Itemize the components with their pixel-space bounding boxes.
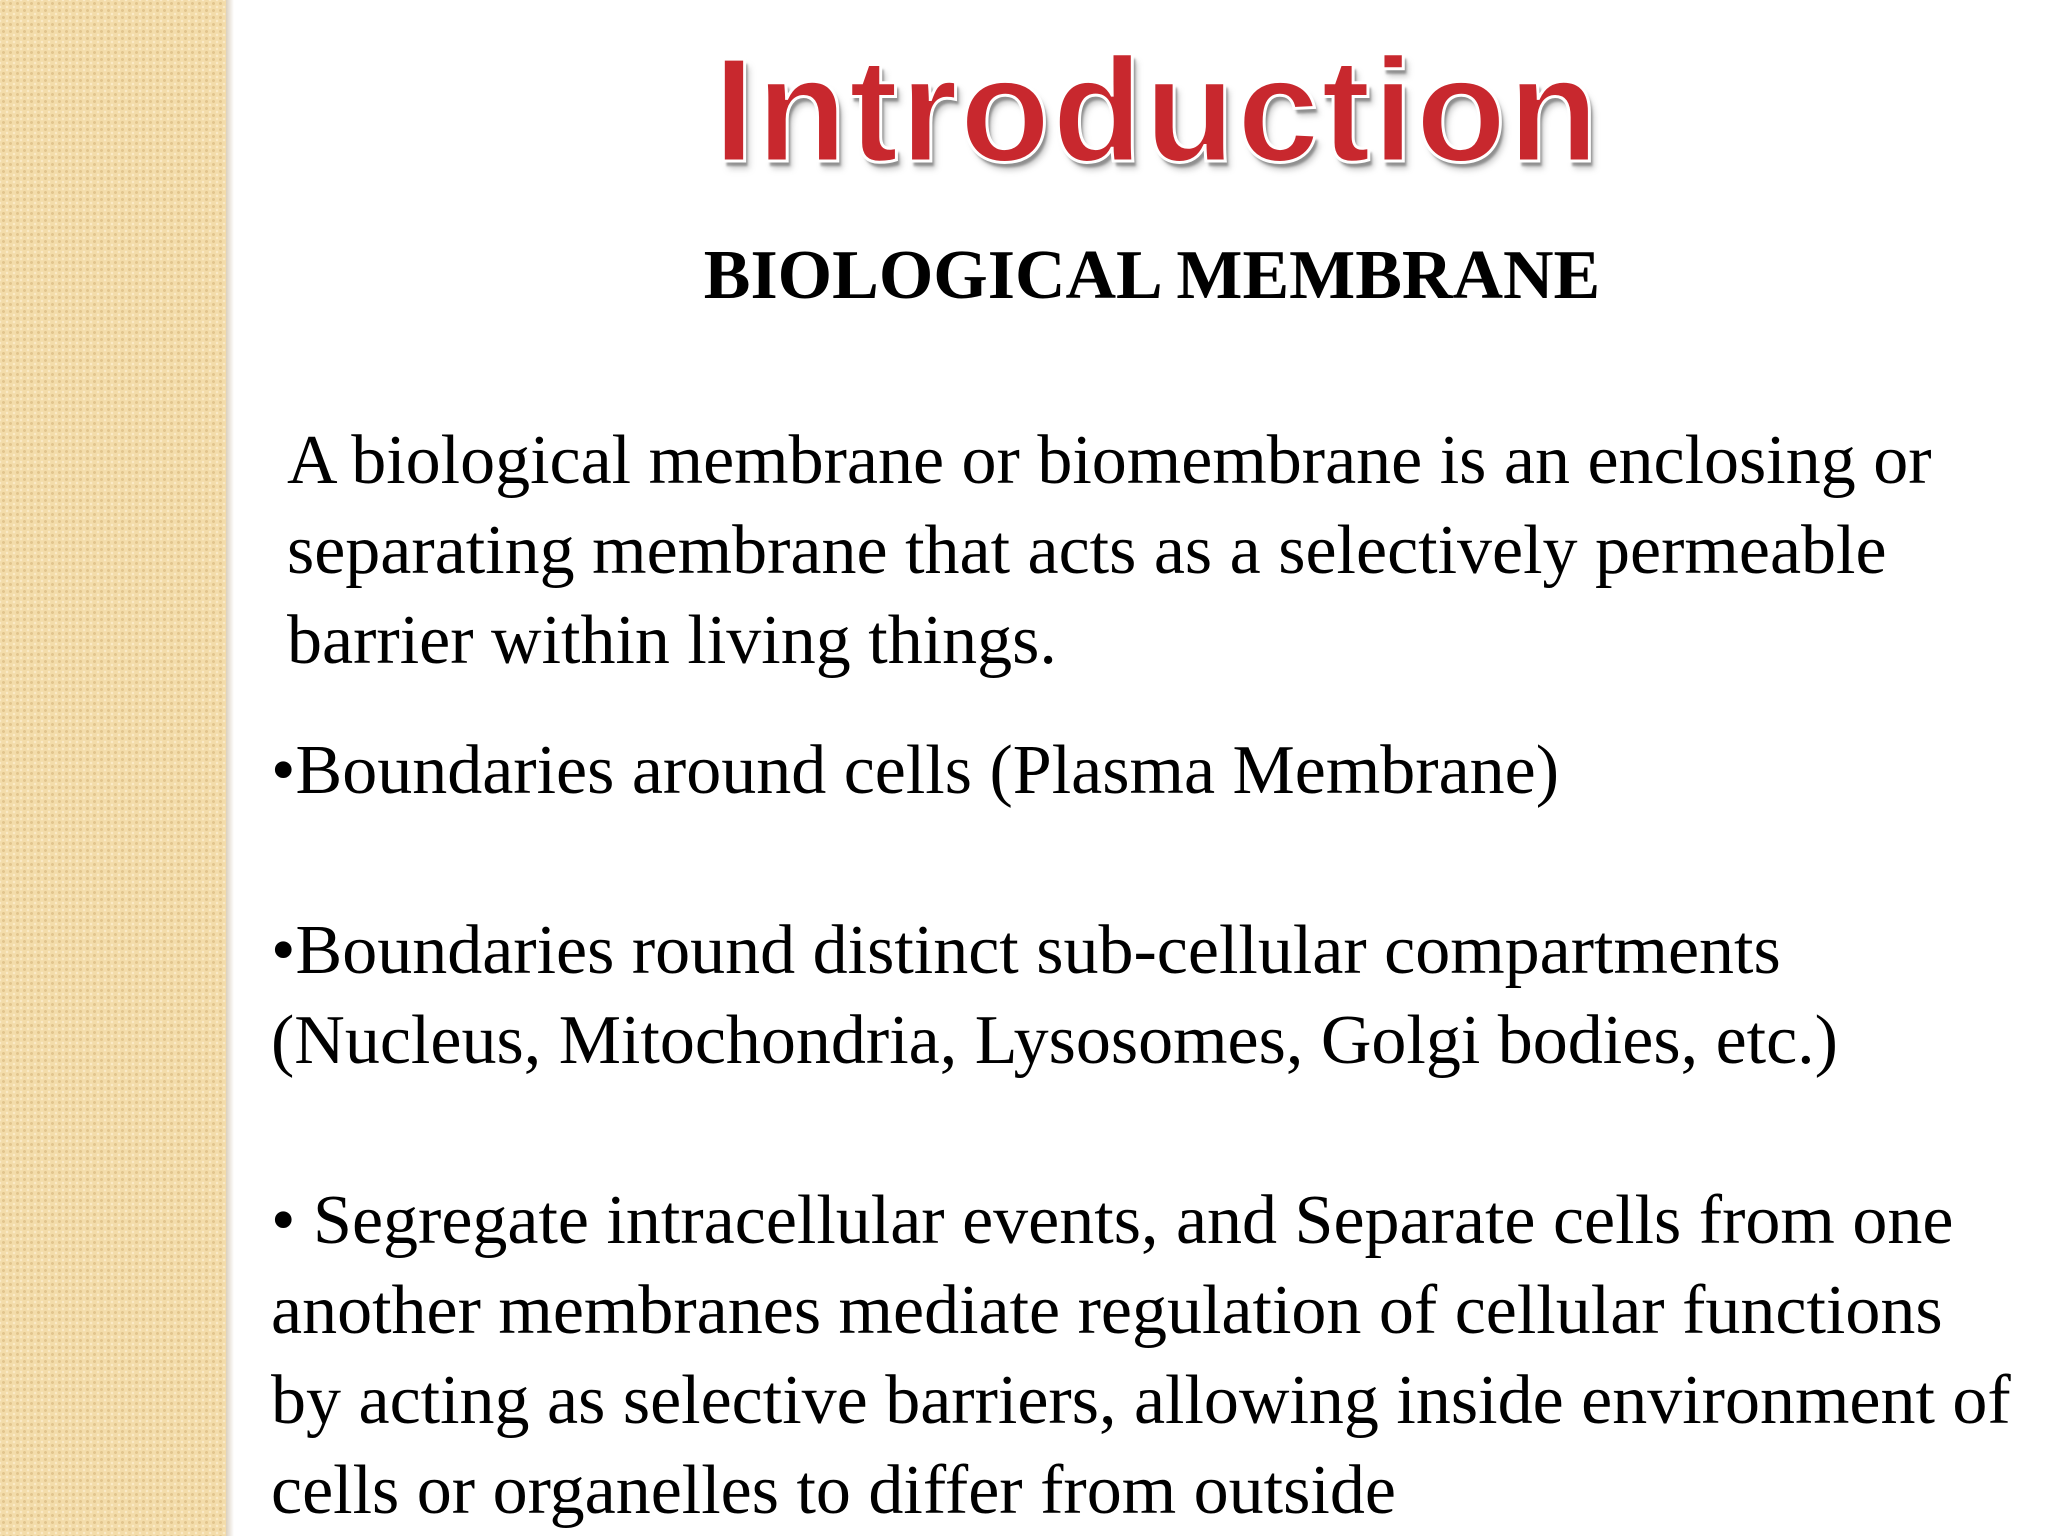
slide-title: Introduction: [713, 28, 1601, 193]
decorative-side-strip: [0, 0, 226, 1536]
bullet-item-segregate-events: • Segregate intracellular events, and Separate cells from one another membranes mediate regulation of cellular functions by acting as selective barriers, allowing inside environment of cells or organelles to differ from outside: [271, 1182, 2011, 1529]
bullet-list: [271, 726, 2021, 1536]
slide-subtitle: BIOLOGICAL MEMBRANE: [703, 237, 1601, 314]
side-strip-shadow: [226, 0, 234, 1536]
bullet-item-cell-boundaries: •Boundaries around cells (Plasma Membrane): [271, 732, 1560, 809]
bullet-item-subcellular-boundaries: •Boundaries round distinct sub-cellular compartments (Nucleus, Mitochondria, Lysosomes, Golgi bodies, etc.): [271, 912, 1838, 1079]
definition-paragraph: A biological membrane or biomembrane is an enclosing or separating membrane that acts as a selectively permeable barrier within living things.: [287, 422, 1932, 679]
